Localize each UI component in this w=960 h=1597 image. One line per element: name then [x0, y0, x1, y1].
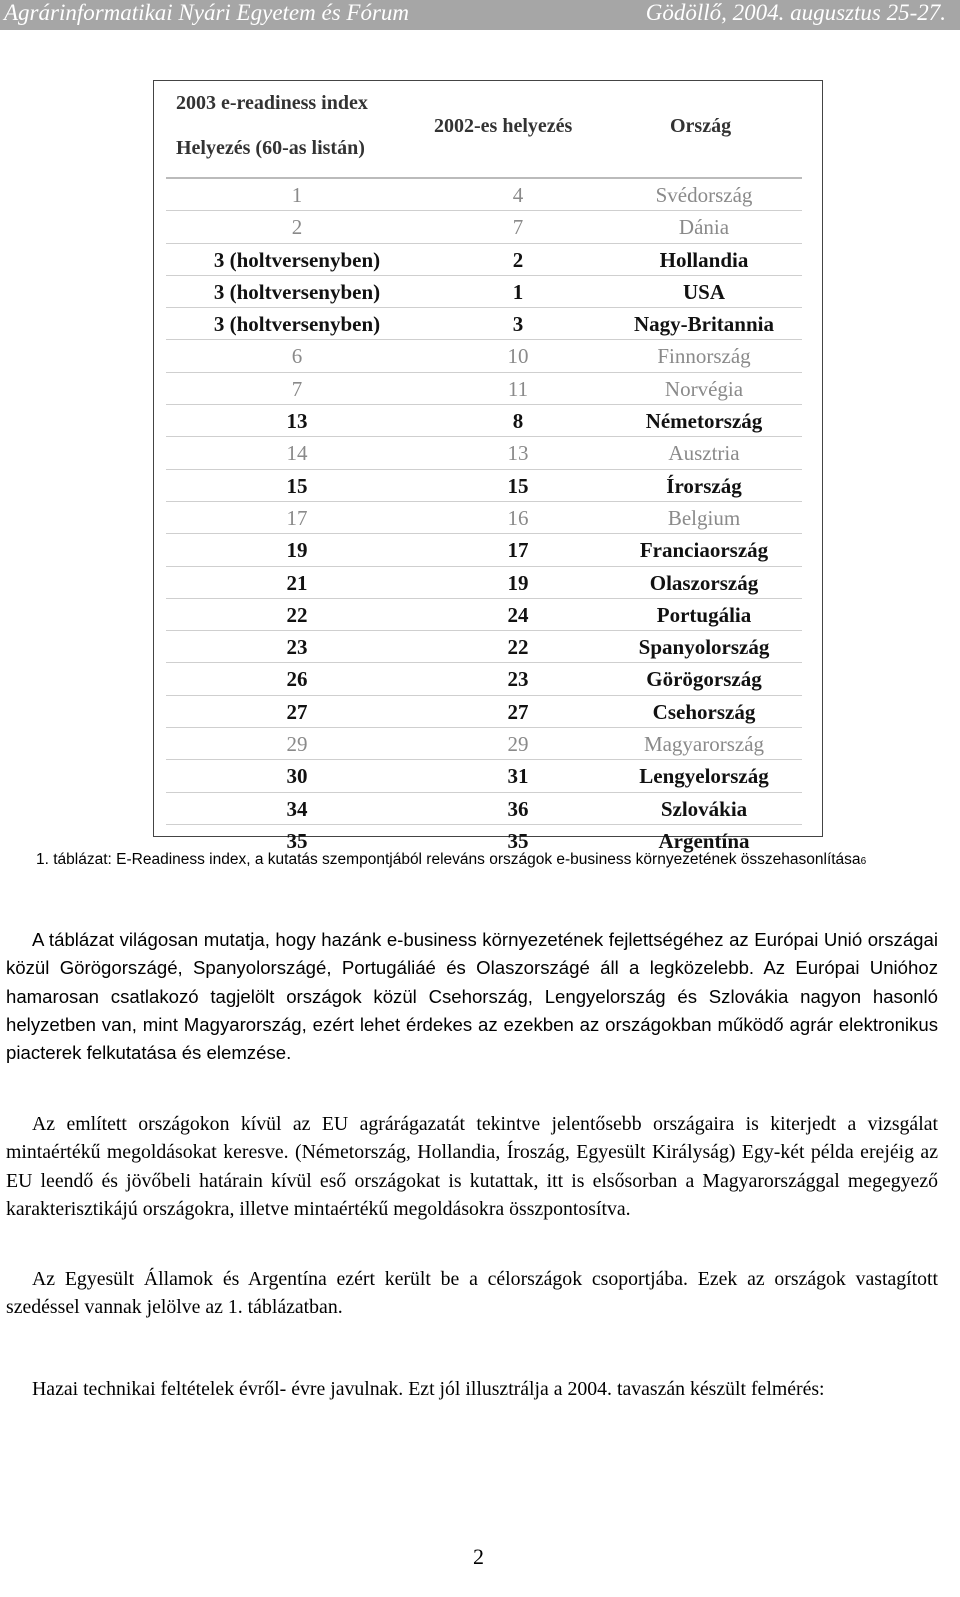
e-readiness-table-image [153, 80, 823, 853]
table-body [166, 177, 802, 856]
prev-rank-cell: 1 [512, 279, 524, 304]
rank-cell: 23 [286, 635, 308, 660]
col1-header-rank: Helyezés (60-as listán) [176, 137, 365, 159]
table-row [166, 566, 802, 598]
table-row [166, 792, 802, 824]
paragraph-1-text: A táblázat világosan mutatja, hogy hazánk e-business környezetének fejlettségéhez az Európai Unió országai közül Görögországé, Spanyolországé, Portugáliáé és Olaszországé áll a legközelebb. Az Európai Unióhoz hamarosan csatlakozó tagjelölt országok közül Csehország, Lengyelország és Szlovákia nagyon hasonló helyzetben van, mint Magyarország, ezért lehet érdekes az ezekben az országokban működő agrár elektronikus piacterek felkutatása és elemzése. [6, 929, 938, 1064]
table-row [166, 598, 802, 630]
country-cell: Argentína [658, 828, 750, 853]
prev-rank-cell: 3 [512, 312, 524, 337]
country-cell: Norvégia [664, 376, 744, 401]
country-cell: Lengyelország [639, 764, 769, 789]
paragraph-2-text: Az említett országokon kívül az EU agrárágazatát tekintve jelentősebb országaira is kiterjedt a vizsgálat mintaértékű megoldásokat keresve. (Németország, Hollandia, Íroszág, Egyesült Királyság) Egy-két példa erejéig az EU leendő és jövőbeli határain kívül eső országokat is kutattak, itt is elsősorban a Magyarországgal megegyező karakterisztikájú országokra, illetve mintaértékű megoldásokra összpontosítva. [6, 1113, 938, 1220]
rank-cell: 35 [286, 828, 308, 853]
country-cell: Belgium [667, 505, 741, 530]
prev-rank-cell: 31 [507, 764, 529, 789]
caption-text: 1. táblázat: E-Readiness index, a kutatás szempontjából releváns országok e-business környezetének összehasonlítása [36, 851, 861, 868]
prev-rank-cell: 13 [507, 441, 529, 466]
page-header [0, 0, 960, 30]
country-cell: Csehország [652, 699, 756, 724]
paragraph-3-text: Az Egyesült Államok és Argentína ezért került be a célországok csoportjába. Ezek az országok vastagított szedéssel vannak jelölve az 1. táblázatban. [6, 1268, 938, 1319]
col3-header: Ország [670, 115, 732, 137]
table-row [166, 177, 802, 210]
paragraph-4 [6, 1375, 938, 1403]
table-row [166, 662, 802, 694]
rank-cell: 14 [286, 441, 308, 466]
country-cell: Magyarország [643, 732, 765, 757]
country-cell: Finnország [657, 344, 751, 369]
prev-rank-cell: 10 [507, 344, 529, 369]
table-caption [36, 851, 866, 869]
rank-cell: 3 (holtversenyben) [213, 247, 381, 272]
rank-cell: 17 [286, 505, 308, 530]
prev-rank-cell: 35 [507, 828, 529, 853]
country-cell: USA [682, 279, 725, 304]
prev-rank-cell: 15 [507, 473, 529, 498]
table-row [166, 275, 802, 307]
rank-cell: 19 [286, 538, 308, 563]
table-row [166, 533, 802, 565]
country-cell: Spanyolország [638, 635, 770, 660]
country-cell: Nagy-Britannia [633, 312, 774, 337]
table-row [166, 469, 802, 501]
rank-cell: 27 [286, 699, 308, 724]
rank-cell: 15 [286, 473, 308, 498]
table-row [166, 759, 802, 791]
col1-header-index: 2003 e-readiness index [176, 92, 368, 114]
prev-rank-cell: 23 [507, 667, 529, 692]
prev-rank-cell: 2 [512, 247, 524, 272]
col2-header: 2002-es helyezés [434, 115, 573, 137]
rank-cell: 2 [291, 215, 303, 240]
rank-cell: 3 (holtversenyben) [213, 312, 381, 337]
table-row [166, 404, 802, 436]
country-cell: Svédország [655, 183, 753, 207]
prev-rank-cell: 16 [507, 505, 529, 530]
table-row [166, 695, 802, 727]
header-place-date: Gödöllő, 2004. augusztus 25-27. [645, 0, 946, 25]
rank-cell: 34 [286, 796, 308, 821]
rank-cell: 21 [286, 570, 308, 595]
prev-rank-cell: 17 [507, 538, 529, 563]
table-row [166, 243, 802, 275]
rank-cell: 3 (holtversenyben) [213, 279, 381, 304]
prev-rank-cell: 29 [507, 732, 529, 757]
country-cell: Hollandia [659, 247, 749, 272]
table-row [166, 727, 802, 759]
footnote-marker: 6 [860, 856, 867, 867]
table-row [166, 210, 802, 242]
prev-rank-cell: 4 [512, 183, 524, 207]
country-cell: Írország [666, 473, 742, 498]
prev-rank-cell: 24 [507, 602, 529, 627]
table-row [166, 372, 802, 404]
rank-cell: 1 [291, 183, 303, 207]
country-cell: Ausztria [668, 441, 740, 466]
country-cell: Portugália [656, 602, 752, 627]
country-cell: Dánia [678, 215, 730, 240]
paragraph-3 [6, 1265, 938, 1322]
prev-rank-cell: 27 [507, 699, 529, 724]
country-cell: Görögország [646, 667, 762, 692]
header-event-title: Agrárinformatikai Nyári Egyetem és Fórum [4, 0, 410, 25]
country-cell: Franciaország [639, 538, 769, 563]
prev-rank-cell: 8 [512, 409, 524, 434]
page-number: 2 [473, 1544, 484, 1569]
country-cell: Szlovákia [660, 796, 748, 821]
rank-cell: 6 [291, 344, 303, 369]
country-cell: Olaszország [649, 570, 759, 595]
paragraph-4-text: Hazai technikai feltételek évről- évre javulnak. Ezt jól illusztrálja a 2004. tavaszán készült felmérés: [32, 1378, 825, 1400]
table-row [166, 501, 802, 533]
rank-cell: 22 [286, 602, 308, 627]
rank-cell: 30 [286, 764, 308, 789]
country-cell: Németország [645, 409, 763, 434]
rank-cell: 7 [291, 376, 303, 401]
table-row [166, 339, 802, 371]
rank-cell: 26 [286, 667, 308, 692]
prev-rank-cell: 7 [512, 215, 524, 240]
table-row [166, 630, 802, 662]
rank-cell: 29 [286, 732, 308, 757]
prev-rank-cell: 22 [507, 635, 529, 660]
prev-rank-cell: 36 [507, 796, 529, 821]
prev-rank-cell: 11 [507, 376, 529, 401]
rank-cell: 13 [286, 409, 308, 434]
paragraph-1 [6, 926, 938, 1067]
paragraph-2 [6, 1110, 938, 1223]
prev-rank-cell: 19 [507, 570, 529, 595]
table-row [166, 436, 802, 468]
table-row [166, 307, 802, 339]
